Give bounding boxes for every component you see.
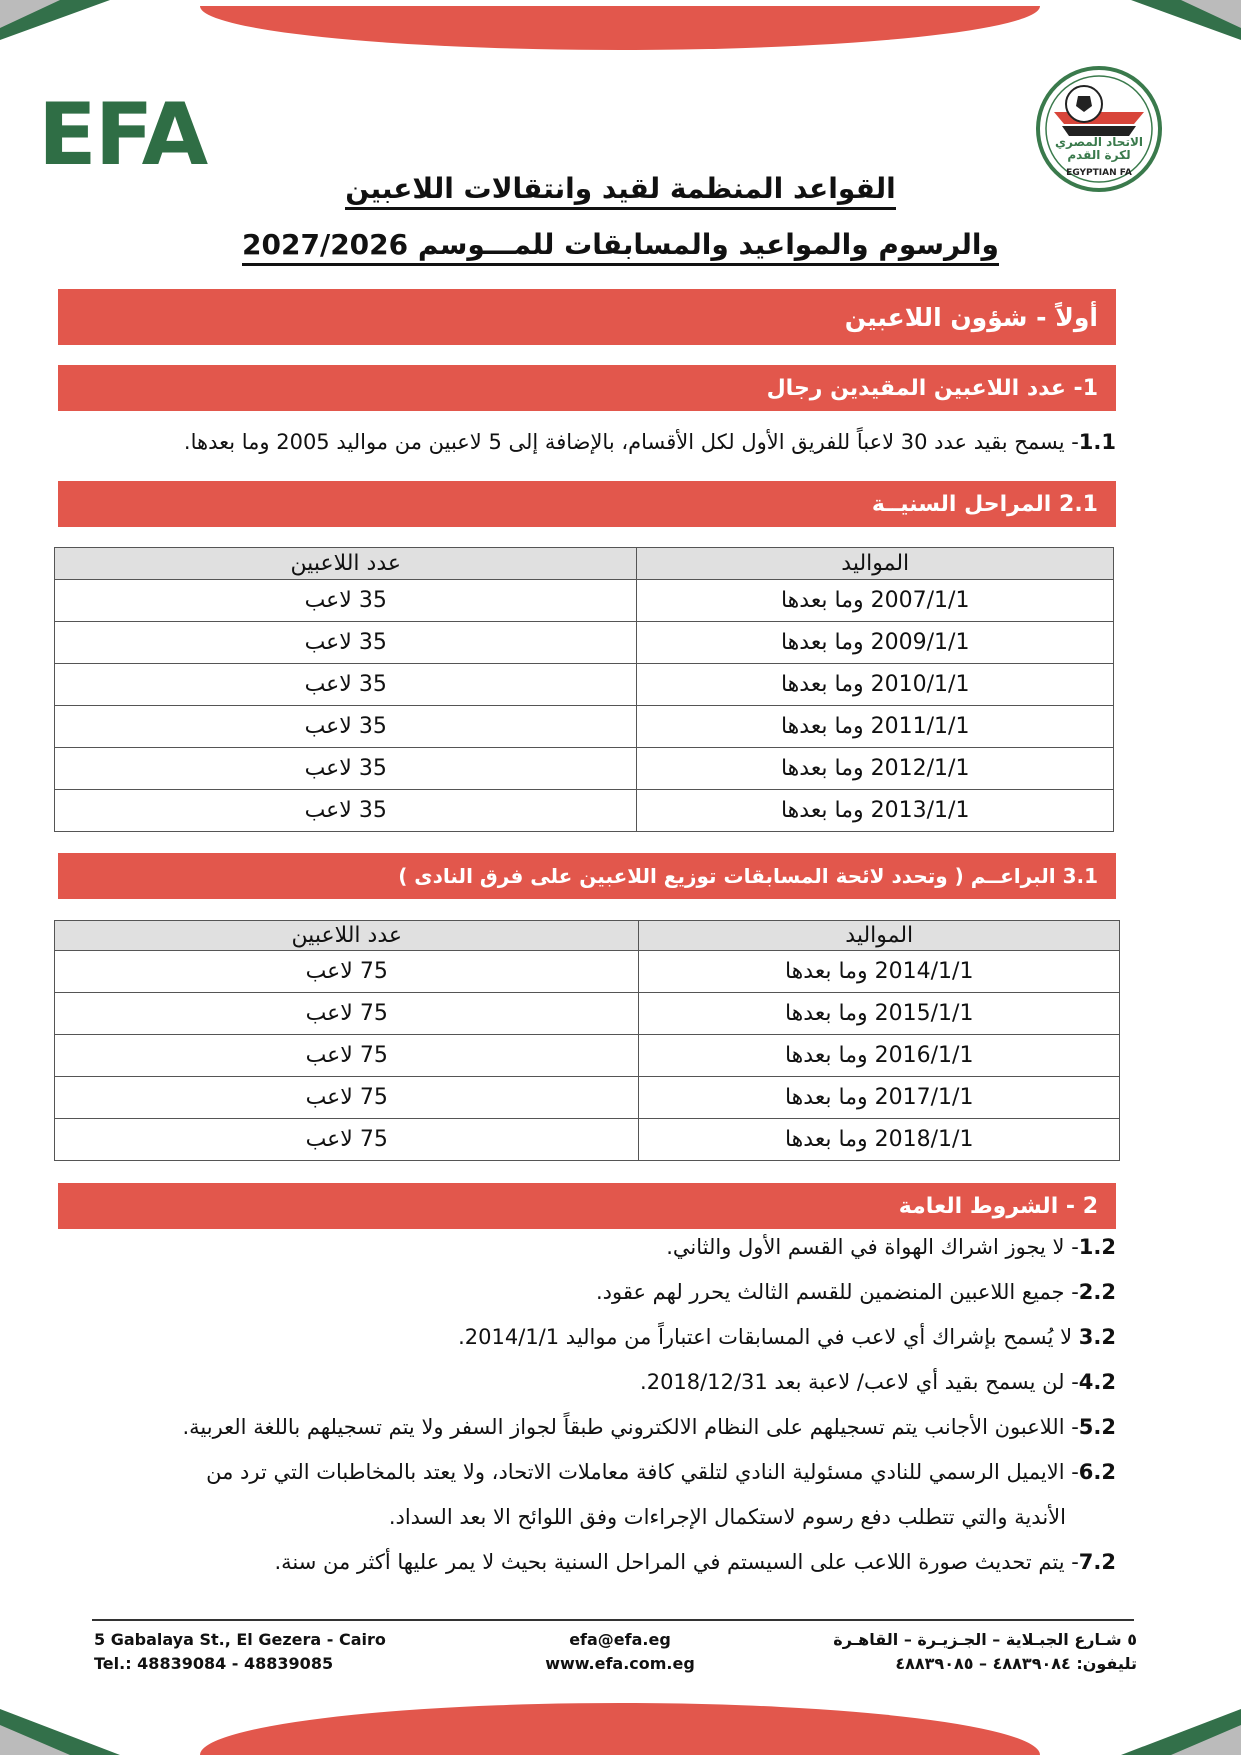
sub1-paragraph — [58, 430, 1116, 454]
table-cell: 2012/1/1 وما بعدها — [637, 748, 1114, 790]
column-header-birth: المواليد — [637, 548, 1114, 580]
tel-ar: تليفون: ٤٨٨٣٩٠٨٤ – ٤٨٨٣٩٠٨٥ — [895, 1654, 1137, 1673]
condition-item — [58, 1415, 1116, 1439]
table-row — [55, 1077, 1120, 1119]
emblem-english-text: EGYPTIAN FA — [1066, 168, 1132, 178]
table-cell: 35 لاعب — [55, 706, 637, 748]
section1-header-bar — [58, 289, 1116, 345]
tel-en: Tel.: 48839084 - 48839085 — [94, 1654, 334, 1673]
table-cell: 75 لاعب — [55, 1119, 639, 1161]
condition-item — [58, 1325, 1116, 1349]
juniors-table — [54, 920, 1120, 1161]
sub1-title: 1- عدد اللاعبين المقيدين رجال — [766, 375, 1098, 401]
column-header-birth: المواليد — [639, 921, 1120, 951]
sub2-header-bar — [58, 481, 1116, 527]
table-cell: 35 لاعب — [55, 622, 637, 664]
footer-divider — [92, 1619, 1134, 1621]
table-cell: 75 لاعب — [55, 1035, 639, 1077]
condition-number: 3.2 — [1078, 1325, 1116, 1349]
condition-text: - لن يسمح بقيد أي لاعب/ لاعبة بعد 2018/12/31. — [640, 1370, 1079, 1394]
address-en: 5 Gabalaya St., El Gezera - Cairo — [94, 1630, 386, 1649]
condition-number: 1.2 — [1078, 1235, 1116, 1259]
column-header-players: عدد اللاعبين — [55, 548, 637, 580]
condition-text: - يتم تحديث صورة اللاعب على السيستم في المراحل السنية بحيث لا يمر عليها أكثر من سنة. — [274, 1550, 1079, 1574]
table-cell: 2018/1/1 وما بعدها — [639, 1119, 1120, 1161]
top-red-band — [200, 6, 1040, 50]
table-row — [55, 1035, 1120, 1077]
condition-number: 2.2 — [1078, 1280, 1116, 1304]
table-cell: 35 لاعب — [55, 664, 637, 706]
address-ar: ٥ شـارع الجبـلاية – الجـزيـرة – القاهـرة — [833, 1630, 1137, 1649]
table-cell: 2011/1/1 وما بعدها — [637, 706, 1114, 748]
table-cell: 75 لاعب — [55, 993, 639, 1035]
table-row — [55, 993, 1120, 1035]
top-right-gray-wedge — [1181, 0, 1241, 28]
table-row — [55, 951, 1120, 993]
bottom-right-gray-wedge — [1171, 1725, 1241, 1755]
condition-item — [58, 1550, 1116, 1574]
condition-number: 7.2 — [1078, 1550, 1116, 1574]
sub1-header-bar — [58, 365, 1116, 411]
footer-address-en — [94, 1628, 386, 1676]
bottom-red-band — [200, 1703, 1040, 1755]
table-row — [55, 748, 1114, 790]
table-cell: 75 لاعب — [55, 1077, 639, 1119]
table-cell: 2016/1/1 وما بعدها — [639, 1035, 1120, 1077]
footer-address-ar — [833, 1628, 1137, 1676]
table-cell: 2010/1/1 وما بعدها — [637, 664, 1114, 706]
condition-item — [58, 1280, 1116, 1304]
table-row — [55, 1119, 1120, 1161]
condition-text: - اللاعبون الأجانب يتم تسجيلهم على النظام الالكتروني طبقاً لجواز السفر ولا يتم تسجيلهم باللغة العربية. — [182, 1415, 1079, 1439]
condition-text: - جميع اللاعبين المنضمين للقسم الثالث يحرر لهم عقود. — [595, 1280, 1079, 1304]
table-cell: 2015/1/1 وما بعدها — [639, 993, 1120, 1035]
table-row — [55, 664, 1114, 706]
top-left-gray-wedge — [0, 0, 60, 28]
condition-text: - الايميل الرسمي للنادي مسئولية النادي لتلقي كافة معاملات الاتحاد، ولا يعتد بالمخاطبات التي ترد من — [206, 1460, 1079, 1484]
sub3-title: 3.1 البراعــم ( وتحدد لائحة المسابقات توزيع اللاعبين على فرق النادى ) — [398, 864, 1098, 888]
emblem-arabic-text: الاتحاد المصري لكرة القدم — [1055, 135, 1143, 163]
condition-number: 6.2 — [1078, 1460, 1116, 1484]
table-cell: 2013/1/1 وما بعدها — [637, 790, 1114, 832]
condition-text: - لا يجوز اشراك الهواة في القسم الأول والثاني. — [666, 1235, 1079, 1259]
table-header-row — [55, 921, 1120, 951]
table-header-row — [55, 548, 1114, 580]
table-cell: 35 لاعب — [55, 748, 637, 790]
footer-website: www.efa.com.eg — [545, 1654, 695, 1673]
table-cell: 35 لاعب — [55, 790, 637, 832]
table-row — [55, 706, 1114, 748]
sub3-header-bar — [58, 853, 1116, 899]
sub1-item-text: - يسمح بقيد عدد 30 لاعباً للفريق الأول لكل الأقسام، بالإضافة إلى 5 لاعبين من مواليد 2005 وما بعدها. — [183, 430, 1079, 454]
footer-email: efa@efa.eg — [569, 1630, 671, 1649]
table-cell: 75 لاعب — [55, 951, 639, 993]
document-title-line2: والرسوم والمواعيد والمسابقات للمـــوسم 2027/2026 — [0, 228, 1241, 261]
table-cell: 35 لاعب — [55, 580, 637, 622]
condition-text: لا يُسمح بإشراك أي لاعب في المسابقات اعتباراً من مواليد 2014/1/1. — [458, 1325, 1079, 1349]
sub2-title: 2.1 المراحل السنيــة — [871, 491, 1098, 517]
footer-contact — [500, 1628, 740, 1676]
table-cell: 2014/1/1 وما بعدها — [639, 951, 1120, 993]
section2-header-bar — [58, 1183, 1116, 1229]
condition-item-continuation — [58, 1505, 1116, 1529]
condition-number: 4.2 — [1078, 1370, 1116, 1394]
bottom-left-gray-wedge — [0, 1725, 70, 1755]
condition-item — [58, 1370, 1116, 1394]
table-cell: 2009/1/1 وما بعدها — [637, 622, 1114, 664]
section2-title: 2 - الشروط العامة — [898, 1193, 1098, 1219]
table-row — [55, 622, 1114, 664]
table-row — [55, 790, 1114, 832]
condition-text: الأندية والتي تتطلب دفع رسوم لاستكمال الإجراءات وفق اللوائح الا بعد السداد. — [388, 1505, 1066, 1529]
sub1-item-number: 1.1 — [1078, 430, 1116, 454]
condition-item — [58, 1460, 1116, 1484]
condition-item — [58, 1235, 1116, 1259]
table-cell: 2007/1/1 وما بعدها — [637, 580, 1114, 622]
column-header-players: عدد اللاعبين — [55, 921, 639, 951]
table-row — [55, 580, 1114, 622]
section1-title: أولاً - شؤون اللاعبين — [844, 302, 1098, 332]
condition-number: 5.2 — [1078, 1415, 1116, 1439]
document-title-line1: القواعد المنظمة لقيد وانتقالات اللاعبين — [0, 172, 1241, 205]
efa-logo: EFA — [38, 85, 207, 185]
age-stages-table — [54, 547, 1114, 832]
table-cell: 2017/1/1 وما بعدها — [639, 1077, 1120, 1119]
